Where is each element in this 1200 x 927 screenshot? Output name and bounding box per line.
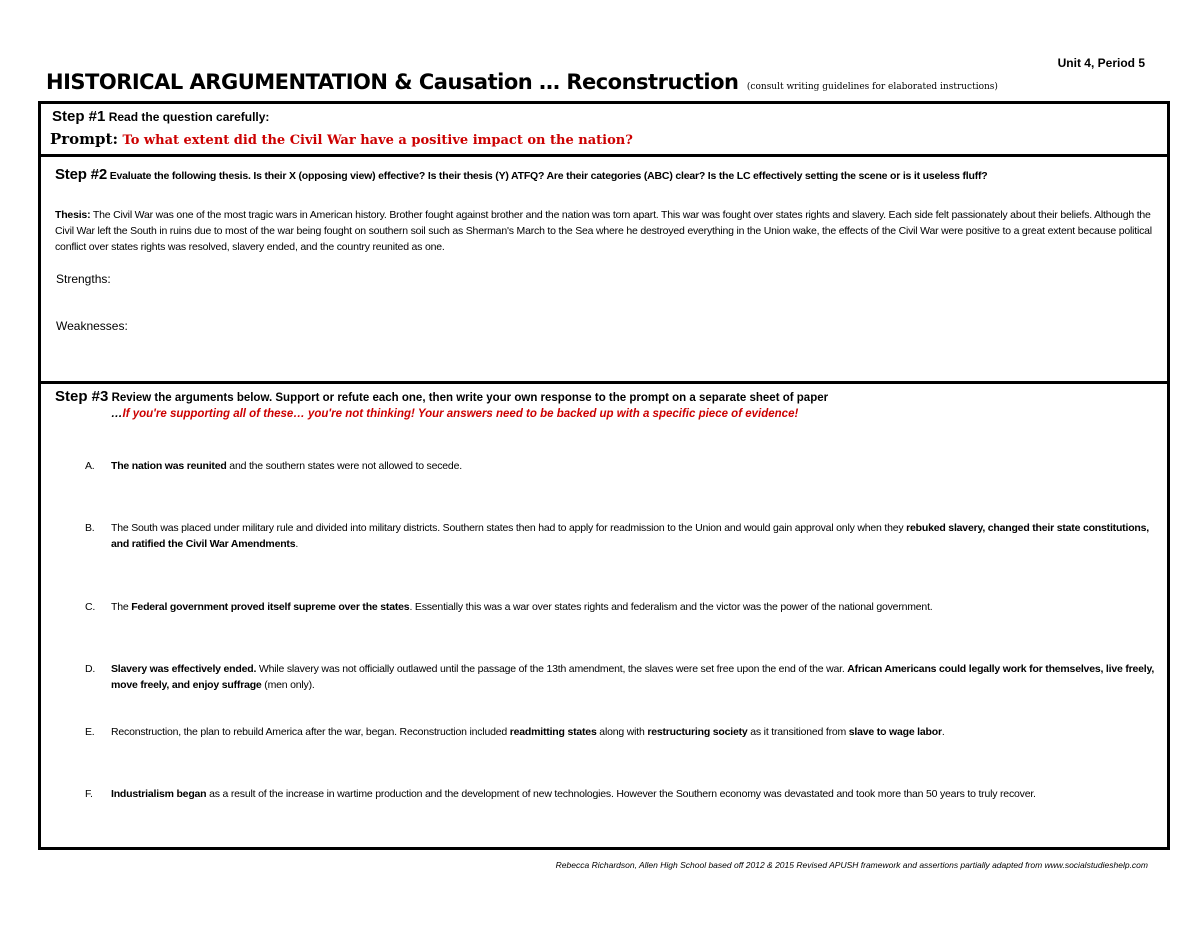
- item-plain: . Essentially this was a war over states rights and federalism and the victor was the power of the national government.: [409, 601, 933, 613]
- item-bold: restructuring society: [647, 726, 748, 738]
- item-plain: (men only).: [261, 679, 315, 691]
- item-plain: The South was placed under military rule and divided into military districts. Southern states then had to apply for readmission to the Union and would gain approval only when they: [111, 522, 907, 534]
- item-bold: slave to wage labor: [848, 726, 942, 738]
- argument-item-c: [85, 599, 1155, 615]
- argument-item-a: [85, 458, 1155, 474]
- step2-label: Step #2: [55, 166, 107, 183]
- footer-credit: Rebecca Richardson, Allen High School based off 2012 & 2015 Revised APUSH framework and assertions partially adapted from www.socialstudieshelp.com: [555, 860, 1148, 870]
- item-plain: as it transitioned from: [747, 726, 849, 738]
- item-plain: and the southern states were not allowed to secede.: [226, 460, 462, 472]
- step3-warning: [111, 408, 798, 420]
- thesis-label: Thesis:: [55, 209, 91, 221]
- item-letter: C.: [85, 601, 96, 613]
- strengths-label: Strengths:: [56, 272, 111, 286]
- step2-instruction: Evaluate the following thesis. Is their X (opposing view) effective? Is their thesis (Y) ATFQ? Are their categories (ABC) clear? Is the LC effectively setting the scene or is it useless fluff?: [109, 170, 988, 182]
- item-bold: Federal government proved itself supreme over the states: [131, 601, 410, 613]
- item-plain: along with: [596, 726, 648, 738]
- item-bold: Slavery was effectively ended.: [111, 663, 257, 675]
- unit-period-label: Unit 4, Period 5: [1057, 56, 1145, 70]
- warning-text: If you're supporting all of these… you're not thinking! Your answers need to be backed up with a specific piece of evidence!: [122, 408, 799, 420]
- step2-section: [38, 154, 1170, 383]
- item-plain: as a result of the increase in wartime production and the development of new technologies. However the Southern economy was devastated and took more than 50 years to truly recover.: [206, 788, 1036, 800]
- step3-label: Step #3: [55, 388, 109, 405]
- weaknesses-label: Weaknesses:: [56, 319, 128, 333]
- title-note: (consult writing guidelines for elaborated instructions): [746, 82, 998, 92]
- step3-section: [38, 381, 1170, 850]
- item-bold: The nation was reunited: [111, 460, 227, 472]
- item-plain: Reconstruction, the plan to rebuild America after the war, began. Reconstruction included: [111, 726, 510, 738]
- step1-instruction: Read the question carefully:: [108, 110, 270, 124]
- document-header: [46, 70, 998, 94]
- item-text: [111, 599, 1155, 615]
- argument-item-e: [85, 724, 1155, 740]
- item-letter: D.: [85, 663, 96, 675]
- item-bold: Industrialism began: [111, 788, 207, 800]
- page-title: HISTORICAL ARGUMENTATION & Causation … Reconstruction: [46, 70, 739, 94]
- prompt-text: To what extent did the Civil War have a positive impact on the nation?: [122, 133, 633, 148]
- item-text: [111, 786, 1155, 802]
- step1-heading: [52, 108, 269, 125]
- prompt-label: Prompt:: [50, 130, 119, 148]
- item-letter: F.: [85, 788, 93, 800]
- thesis-paragraph: [55, 207, 1155, 255]
- thesis-text: The Civil War was one of the most tragic wars in American history. Brother fought against brother and the nation was torn apart. This war was fought over states rights and slavery. Each side felt passionately about their beliefs. Although the Civil War left the South in ruins due to most of the war being fought on southern soil such as Sherman's March to the Sea where he destroyed everything in the Union wake, the effects of the Civil War were positive to a great extent because political conflict over states rights was resolved, slavery ended, and the country reunited as one.: [55, 209, 1152, 253]
- item-text: [111, 661, 1155, 693]
- item-bold: readmitting states: [509, 726, 597, 738]
- step3-instruction: Review the arguments below. Support or refute each one, then write your own response to the prompt on a separate sheet of paper: [111, 392, 829, 404]
- item-plain: The: [111, 601, 132, 613]
- step1-label: Step #1: [52, 108, 106, 125]
- item-text: [111, 520, 1155, 552]
- item-letter: E.: [85, 726, 95, 738]
- item-plain: .: [295, 538, 299, 550]
- item-bold: African Americans could legally work for themselves, live freely, move freely, and enjoy suffrage: [111, 663, 1155, 691]
- item-plain: .: [941, 726, 945, 738]
- warning-prefix: …: [111, 408, 123, 420]
- argument-item-f: [85, 786, 1155, 802]
- step1-section: [38, 101, 1170, 156]
- item-letter: B.: [85, 522, 95, 534]
- item-text: [111, 458, 1155, 474]
- prompt-line: [50, 130, 633, 148]
- step3-heading: [55, 388, 828, 405]
- step2-heading: [55, 166, 988, 183]
- item-plain: While slavery was not officially outlawed until the passage of the 13th amendment, the slaves were set free upon the end of the war.: [256, 663, 848, 675]
- item-bold: rebuked slavery, changed their state constitutions, and ratified the Civil War Amendments: [111, 522, 1149, 550]
- argument-item-d: [85, 661, 1155, 693]
- argument-item-b: [85, 520, 1155, 552]
- item-text: [111, 724, 1155, 740]
- item-letter: A.: [85, 460, 95, 472]
